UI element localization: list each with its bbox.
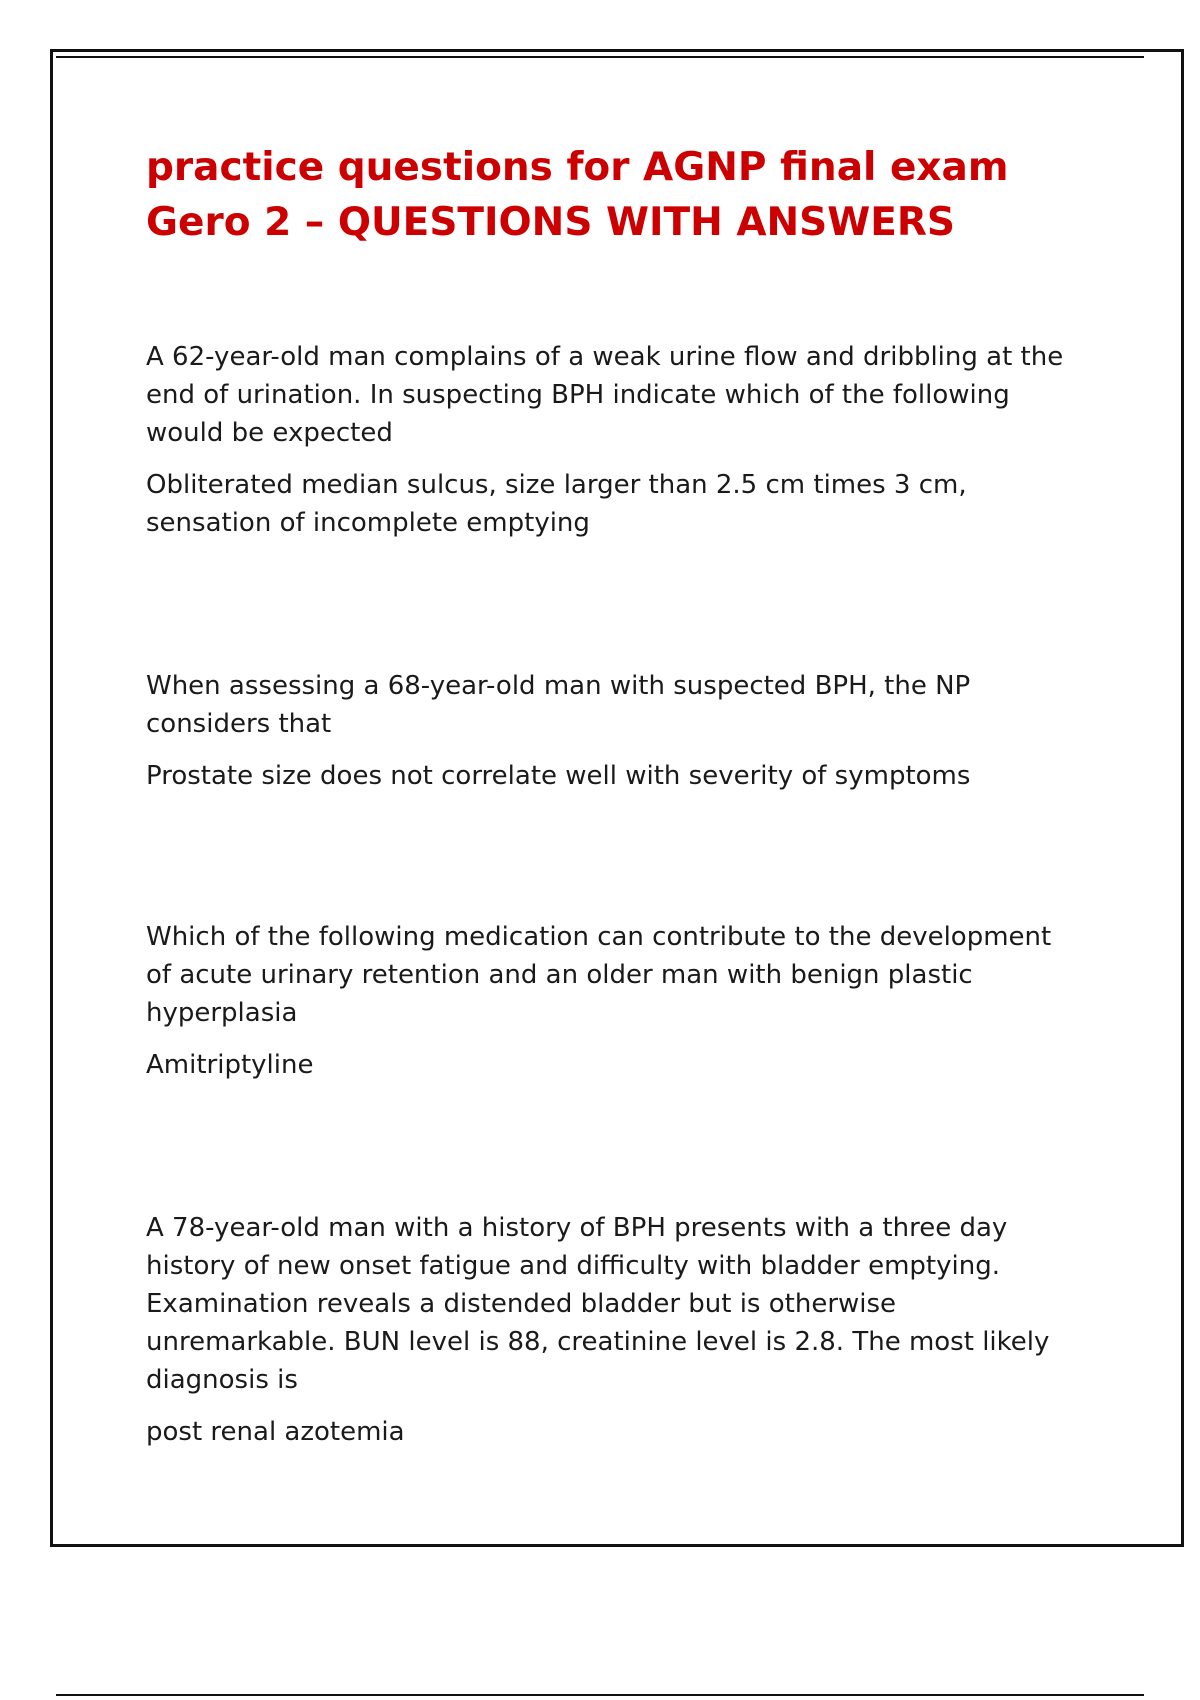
answer-2: Prostate size does not correlate well with severity of symptoms [146, 761, 971, 791]
answer-3: Amitriptyline [146, 1050, 314, 1080]
qa-item-1 [146, 338, 1076, 542]
answer-4: post renal azotemia [146, 1417, 405, 1447]
question-3: Which of the following medication can contribute to the development of acute urinary retention and an older man with benign plastic hyperplasia [146, 922, 1052, 1028]
question-2: When assessing a 68-year-old man with suspected BPH, the NP considers that [146, 671, 971, 739]
answer-1: Obliterated median sulcus, size larger than 2.5 cm times 3 cm, sensation of incomplete emptying [146, 470, 967, 538]
document-title [146, 140, 1106, 250]
document-title-line-2: Gero 2 – QUESTIONS WITH ANSWERS [146, 200, 956, 245]
qa-item-4 [146, 1209, 1076, 1451]
question-1: A 62-year-old man complains of a weak urine flow and dribbling at the end of urination. In suspecting BPH indicate which of the following would be expected [146, 342, 1064, 448]
qa-item-2 [146, 667, 1076, 795]
question-4: A 78-year-old man with a history of BPH presents with a three day history of new onset fatigue and difficulty with bladder emptying. Examination reveals a distended bladder but is otherwise unremarkable. BUN level is 88, creatinine level is 2.8. The most likely diagnosis is [146, 1213, 1050, 1395]
document-title-line-1: practice questions for AGNP final exam [146, 145, 1009, 190]
qa-item-3 [146, 918, 1076, 1084]
top-rule-divider [56, 56, 1144, 58]
bottom-rule-divider [56, 1694, 1144, 1696]
